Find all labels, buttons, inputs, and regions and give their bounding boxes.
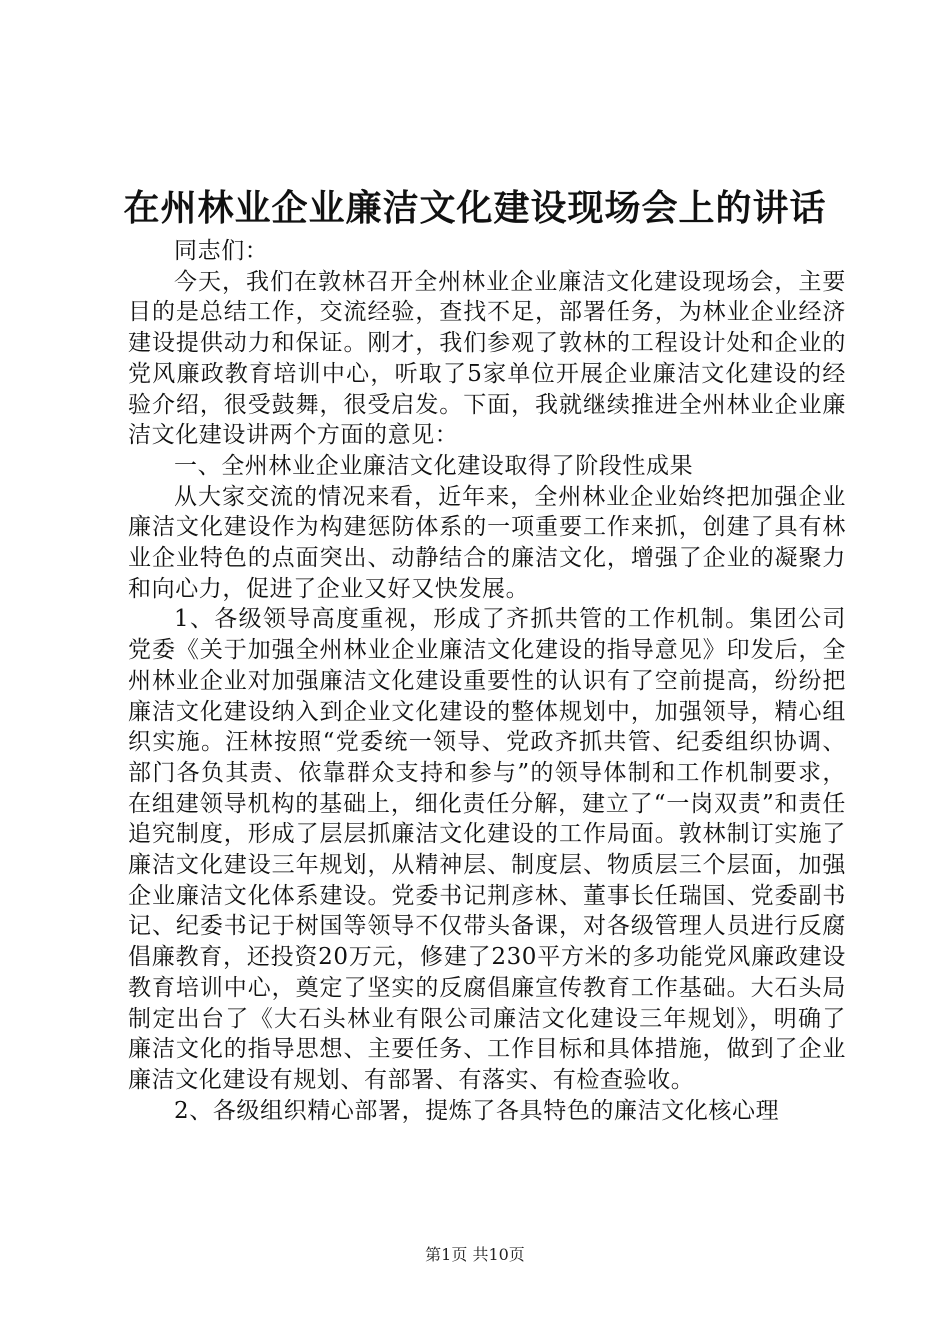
point-two-paragraph: 2、各级组织精心部署，提炼了各具特色的廉洁文化核心理	[174, 1097, 780, 1124]
section-heading-paragraph: 一、全州林业企业廉洁文化建设取得了阶段性成果	[174, 452, 694, 479]
summary-paragraph: 从大家交流的情况来看，近年来，全州林业企业始终把加强企业廉洁文化建设作为构建惩防体系的一项重要工作来抓，创建了具有林业企业特色的点面突出、动静结合的廉洁文化，增强了企业的凝聚力和向心力，促进了企业又好又快发展。	[128, 483, 846, 602]
intro-paragraph: 今天，我们在敦林召开全州林业企业廉洁文化建设现场会，主要目的是总结工作，交流经验，查找不足，部署任务，为林业企业经济建设提供动力和保证。刚才，我们参观了敦林的工程设计处和企业的党风廉政教育培训中心，听取了5家单位开展企业廉洁文化建设的经验介绍，很受鼓舞，很受启发。下面，我就继续推进全州林业企业廉洁文化建设讲两个方面的意见：	[128, 268, 846, 449]
salutation-paragraph: 同志们：	[174, 238, 269, 264]
document-body	[128, 236, 846, 1126]
point-one-paragraph: 1、各级领导高度重视，形成了齐抓共管的工作机制。集团公司党委《关于加强全州林业企业廉洁文化建设的指导意见》印发后，全州林业企业对加强廉洁文化建设重要性的认识有了空前提高，纷纷把廉洁文化建设纳入到企业文化建设的整体规划中，加强领导，精心组织实施。汪林按照“党委统一领导、党政齐抓共管、纪委组织协调、部门各负其责、依靠群众支持和参与”的领导体制和工作机制要求，在组建领导机构的基础上，细化责任分解，建立了“一岗双责”和责任追究制度，形成了层层抓廉洁文化建设的工作局面。敦林制订实施了廉洁文化建设三年规划，从精神层、制度层、物质层三个层面，加强企业廉洁文化体系建设。党委书记荆彦林、董事长任瑞国、党委副书记、纪委书记于树国等领导不仅带头备课，对各级管理人员进行反腐倡廉教育，还投资20万元，修建了230平方米的多功能党风廉政建设教育培训中心，奠定了坚实的反腐倡廉宣传教育工作基础。大石头局制定出台了《大石头林业有限公司廉洁文化建设三年规划》，明确了廉洁文化的指导思想、主要任务、工作目标和具体措施，做到了企业廉洁文化建设有规划、有部署、有落实、有检查验收。	[128, 606, 846, 1093]
document-title: 在州林业企业廉洁文化建设现场会上的讲话	[123, 187, 827, 229]
page-number-footer: 第1页 共10页	[425, 1245, 525, 1264]
